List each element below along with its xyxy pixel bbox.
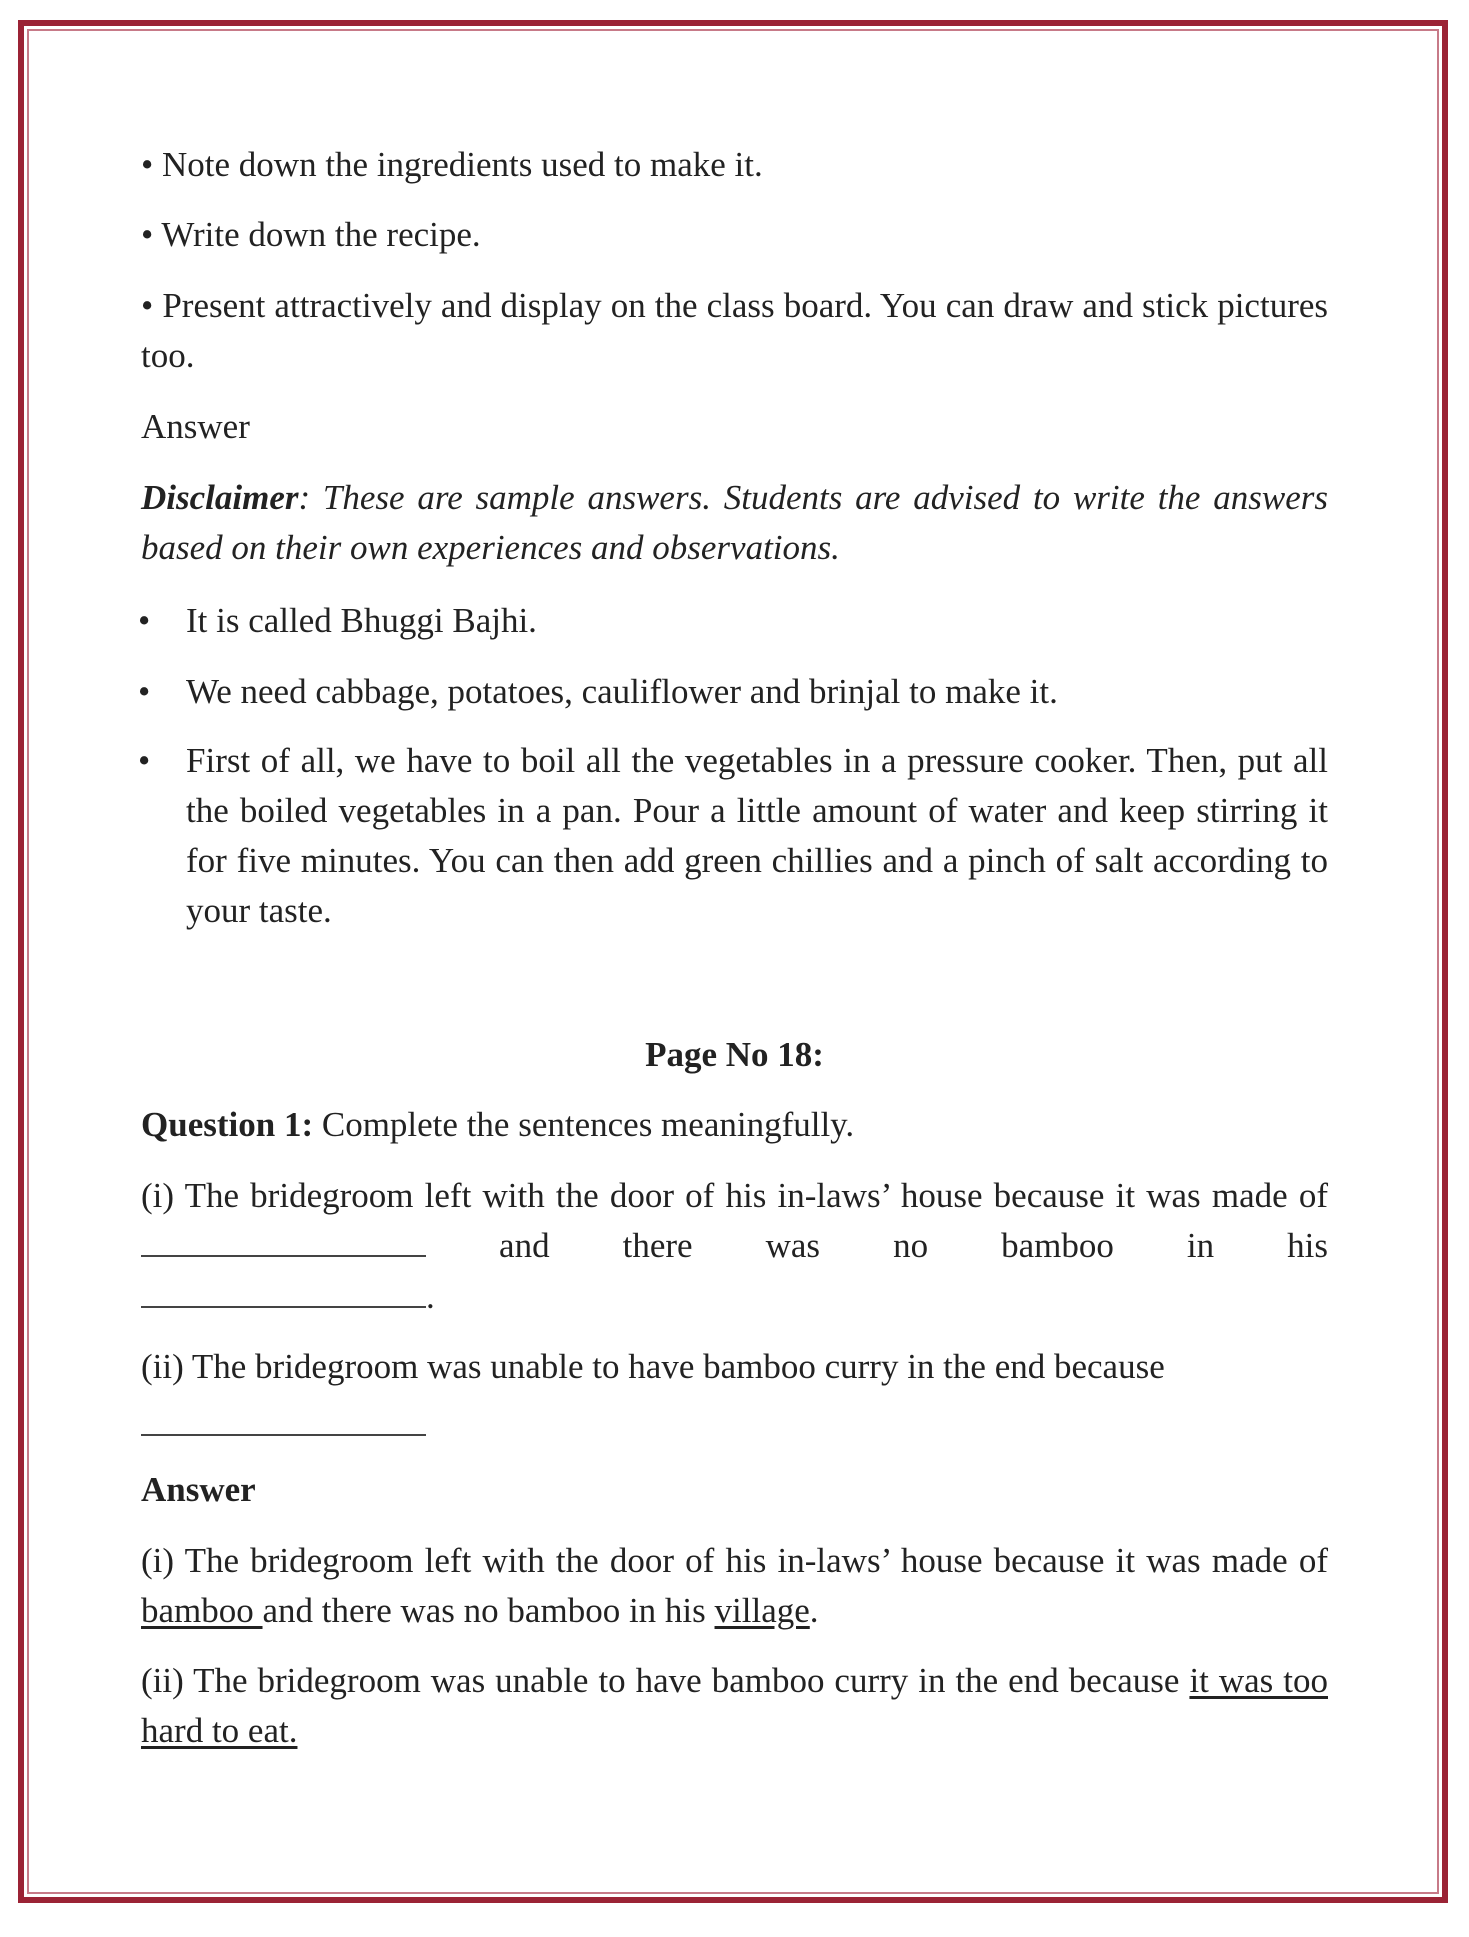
question-text: and there was no bamboo in his <box>499 1226 1329 1265</box>
answer-item: First of all, we have to boil all the vegetables in a pressure cooker. Then, put all the boiled vegetables in a pan. Pour a little amount of water and keep stirring it for five minutes. You can then add green chillies and a pinch of salt according to your taste. <box>186 741 1328 930</box>
answer-fill: village <box>714 1591 810 1630</box>
question-text: (i) The bridegroom left with the door of his in-laws’ house because it was made of <box>141 1176 1328 1215</box>
question-label: Question 1: <box>141 1105 314 1144</box>
blank-line <box>141 1404 426 1436</box>
blank-line <box>141 1225 426 1257</box>
intro-bullet: • Note down the ingredients used to make it. <box>141 145 763 184</box>
answer-label: Answer <box>141 407 250 446</box>
question-item-ii: (ii) The bridegroom was unable to have bamboo curry in the end because <box>141 1347 1165 1386</box>
disclaimer-label: Disclaimer <box>141 478 299 517</box>
answer-label: Answer <box>141 1470 256 1509</box>
answer-fill: it was too hard to eat. <box>141 1661 1328 1750</box>
blank-line <box>141 1276 426 1308</box>
answer-item: We need cabbage, potatoes, cauliflower and brinjal to make it. <box>186 672 1058 711</box>
answer-item: It is called Bhuggi Bajhi. <box>186 601 537 640</box>
intro-bullet: • Write down the recipe. <box>141 215 481 254</box>
question-item-ii-blank <box>141 1400 1328 1450</box>
question-text: Complete the sentences meaningfully. <box>313 1105 855 1144</box>
page-heading: Page No 18: <box>645 1035 824 1074</box>
answer-fill: bamboo <box>141 1591 263 1630</box>
answer-text: (i) The bridegroom left with the door of his in-laws’ house because it was made of <box>141 1541 1328 1580</box>
bullet-icon: • <box>138 672 151 711</box>
period: . <box>426 1277 435 1316</box>
answer-text: and there was no bamboo in his <box>262 1591 715 1630</box>
bullet-icon: • <box>138 601 151 640</box>
bullet-icon: • <box>138 741 151 780</box>
disclaimer <box>141 473 1328 573</box>
question-item-i-end <box>141 1272 1328 1322</box>
period: . <box>809 1591 819 1630</box>
question-item-i <box>141 1171 1328 1271</box>
final-answer-ii <box>141 1656 1328 1756</box>
intro-bullet: • Present attractively and display on the class board. You can draw and stick pictures too. <box>141 286 1328 375</box>
question <box>141 1100 1328 1150</box>
final-answer-i <box>141 1536 1328 1636</box>
disclaimer-text: : These are sample answers. Students are advised to write the answers based on their own experiences and observations. <box>141 478 1328 567</box>
answer-text: (ii) The bridegroom was unable to have bamboo curry in the end because <box>141 1661 1190 1700</box>
